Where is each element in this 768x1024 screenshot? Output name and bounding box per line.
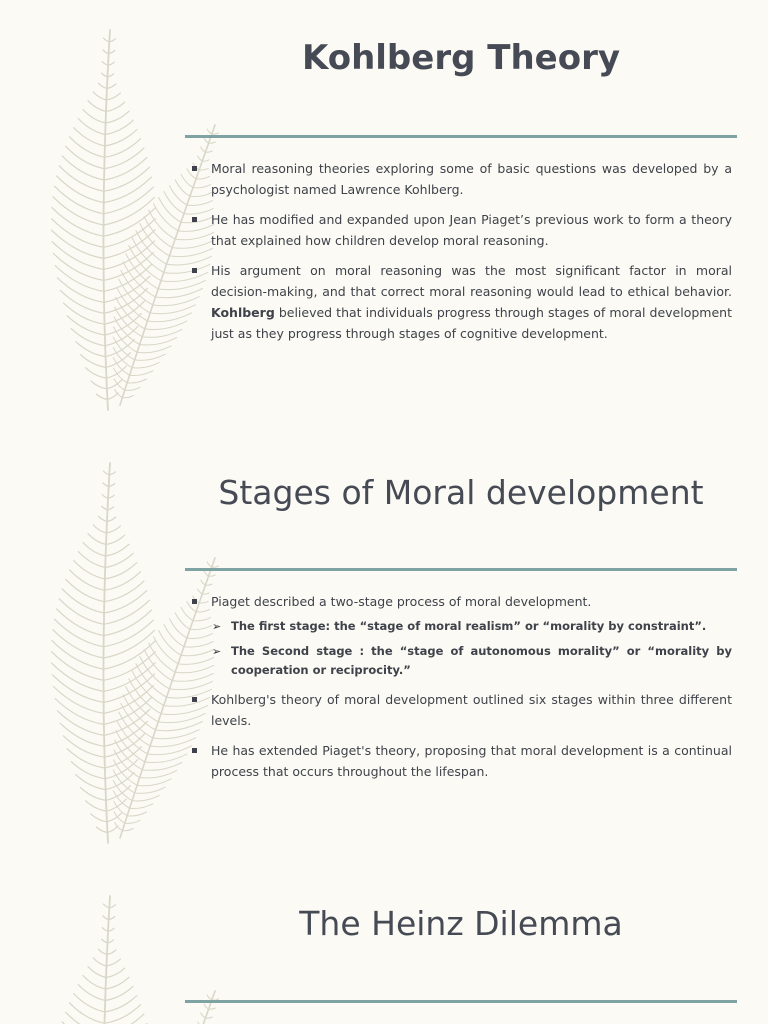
title-divider <box>185 1000 737 1003</box>
page-title: Kohlberg Theory <box>301 38 621 78</box>
section-title: The Heinz Dilemma <box>299 904 623 943</box>
list-item-text: His argument on moral reasoning was the most significant factor in moral decision-making, and that correct moral reasoning would lead to ethical behavior. <box>211 263 732 299</box>
title-divider <box>185 135 737 138</box>
slide-kohlberg-theory <box>0 0 768 433</box>
list-item: He has extended Piaget's theory, proposing that moral development is a continual process that occurs throughout the lifespan. <box>190 740 732 782</box>
title-divider <box>185 568 737 571</box>
sub-list-item: ➢ The first stage: the “stage of moral realism” or “morality by constraint”. <box>190 617 732 636</box>
list-item <box>190 260 732 344</box>
sub-list-item: ➢ The Second stage : the “stage of autonomous morality” or “morality by cooperation or reciprocity.” <box>190 642 732 680</box>
slide-stages-of-moral-development <box>0 433 768 866</box>
bullet-list <box>190 158 732 353</box>
list-item-text: believed that individuals progress through stages of moral development just as they progress through stages of cognitive development. <box>211 305 732 341</box>
slide-heinz-dilemma <box>0 866 768 1024</box>
list-item: Kohlberg's theory of moral development outlined six stages within three different levels. <box>190 689 732 731</box>
bullet-list <box>190 591 732 791</box>
list-item: Moral reasoning theories exploring some of basic questions was developed by a psychologist named Lawrence Kohlberg. <box>190 158 732 200</box>
list-item: He has modified and expanded upon Jean Piaget’s previous work to form a theory that explained how children develop moral reasoning. <box>190 209 732 251</box>
bold-name: Kohlberg <box>211 305 275 320</box>
list-item: Piaget described a two-stage process of moral development. <box>190 591 732 612</box>
section-title: Stages of Moral development <box>218 473 704 512</box>
